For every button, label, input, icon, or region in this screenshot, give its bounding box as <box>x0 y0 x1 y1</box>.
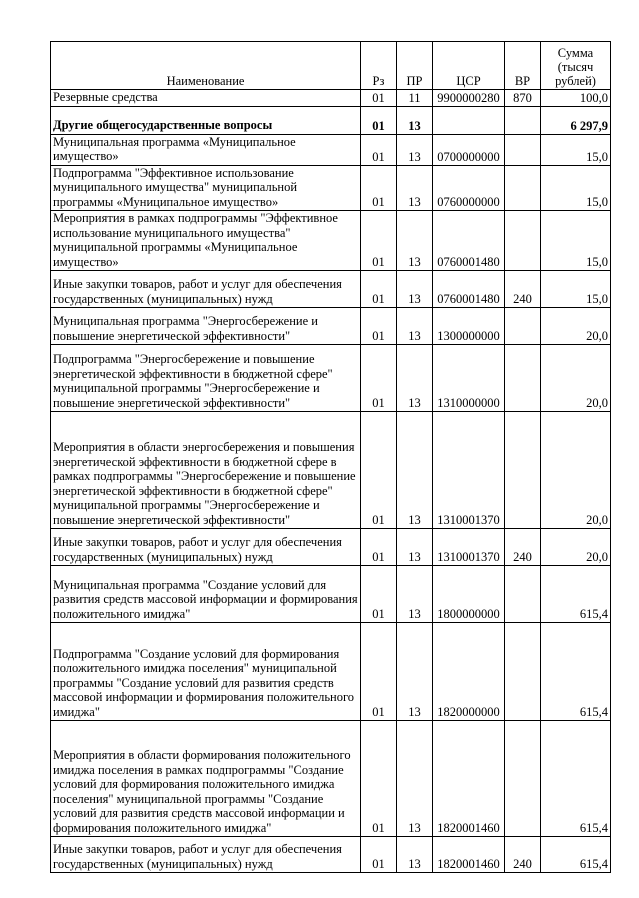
cell-name: Мероприятия в рамках подпрограммы "Эффективное использование муниципального имущества" муниципальной программы «Муниципальное имущество» <box>51 211 361 271</box>
cell-vr <box>505 134 541 165</box>
cell-pr: 13 <box>397 308 433 345</box>
table-row <box>51 211 611 271</box>
cell-sum: 615,4 <box>541 837 611 873</box>
table-row <box>51 623 611 721</box>
cell-vr <box>505 106 541 134</box>
cell-csr: 1820000000 <box>433 623 505 721</box>
cell-pr: 11 <box>397 90 433 107</box>
cell-sum: 6 297,9 <box>541 106 611 134</box>
cell-rz: 01 <box>361 211 397 271</box>
table-row <box>51 90 611 107</box>
cell-csr: 1300000000 <box>433 308 505 345</box>
cell-vr <box>505 623 541 721</box>
header-csr: ЦСР <box>433 42 505 90</box>
cell-name: Иные закупки товаров, работ и услуг для обеспечения государственных (муниципальных) нужд <box>51 529 361 566</box>
cell-name: Муниципальная программа "Создание условий для развития средств массовой информации и формирования положительного имиджа" <box>51 566 361 623</box>
cell-name: Муниципальная программа "Энергосбережение и повышение энергетической эффективности" <box>51 308 361 345</box>
cell-vr <box>505 165 541 211</box>
table-row <box>51 529 611 566</box>
header-row <box>51 42 611 90</box>
header-rz: Рз <box>361 42 397 90</box>
cell-name: Подпрограмма "Энергосбережение и повышение энергетической эффективности в бюджетной сфере" муниципальной программы "Энергосбережение и повышение энергетической эффективности" <box>51 345 361 412</box>
cell-vr: 240 <box>505 529 541 566</box>
cell-name: Муниципальная программа «Муниципальное имущество» <box>51 134 361 165</box>
table-row <box>51 721 611 837</box>
cell-csr: 1800000000 <box>433 566 505 623</box>
cell-sum: 20,0 <box>541 529 611 566</box>
cell-csr: 0760001480 <box>433 271 505 308</box>
cell-csr: 1310001370 <box>433 529 505 566</box>
cell-name: Другие общегосударственные вопросы <box>51 106 361 134</box>
cell-rz: 01 <box>361 165 397 211</box>
header-pr: ПР <box>397 42 433 90</box>
cell-pr: 13 <box>397 566 433 623</box>
cell-rz: 01 <box>361 721 397 837</box>
cell-csr: 0700000000 <box>433 134 505 165</box>
cell-pr: 13 <box>397 721 433 837</box>
cell-pr: 13 <box>397 412 433 529</box>
cell-name: Иные закупки товаров, работ и услуг для обеспечения государственных (муниципальных) нужд <box>51 837 361 873</box>
cell-vr <box>505 412 541 529</box>
cell-csr: 1820001460 <box>433 721 505 837</box>
cell-vr <box>505 345 541 412</box>
cell-sum: 15,0 <box>541 271 611 308</box>
cell-pr: 13 <box>397 271 433 308</box>
cell-rz: 01 <box>361 529 397 566</box>
cell-vr: 240 <box>505 271 541 308</box>
cell-pr: 13 <box>397 211 433 271</box>
header-name: Наименование <box>51 42 361 90</box>
cell-rz: 01 <box>361 134 397 165</box>
cell-vr <box>505 721 541 837</box>
table-body <box>51 90 611 873</box>
table-row <box>51 566 611 623</box>
cell-pr: 13 <box>397 106 433 134</box>
cell-pr: 13 <box>397 134 433 165</box>
cell-pr: 13 <box>397 345 433 412</box>
cell-rz: 01 <box>361 271 397 308</box>
cell-vr: 240 <box>505 837 541 873</box>
cell-name: Мероприятия в области формирования положительного имиджа поселения в рамках подпрограммы "Создание условий для формирования положительного имиджа поселения" муниципальной программы "Создание условий для развития средств массовой информации и формирования положительного имиджа" <box>51 721 361 837</box>
cell-vr <box>505 211 541 271</box>
cell-csr: 0760001480 <box>433 211 505 271</box>
table-row <box>51 134 611 165</box>
cell-sum: 15,0 <box>541 134 611 165</box>
cell-csr: 0760000000 <box>433 165 505 211</box>
cell-name: Резервные средства <box>51 90 361 107</box>
table-row <box>51 345 611 412</box>
cell-rz: 01 <box>361 308 397 345</box>
cell-vr: 870 <box>505 90 541 107</box>
cell-sum: 15,0 <box>541 211 611 271</box>
cell-csr <box>433 106 505 134</box>
cell-sum: 20,0 <box>541 308 611 345</box>
cell-pr: 13 <box>397 623 433 721</box>
cell-vr <box>505 308 541 345</box>
cell-name: Иные закупки товаров, работ и услуг для обеспечения государственных (муниципальных) нужд <box>51 271 361 308</box>
cell-pr: 13 <box>397 837 433 873</box>
cell-sum: 100,0 <box>541 90 611 107</box>
cell-csr: 1310001370 <box>433 412 505 529</box>
cell-name: Мероприятия в области энергосбережения и повышения энергетической эффективности в бюджетной сфере в рамках подпрограммы "Энергосбережение и повышение энергетической эффективности в бюджетной сфере" муниципальной программы "Энергосбережение и повышение энергетической эффективности" <box>51 412 361 529</box>
table-row <box>51 271 611 308</box>
header-vr: ВР <box>505 42 541 90</box>
cell-csr: 1310000000 <box>433 345 505 412</box>
cell-rz: 01 <box>361 623 397 721</box>
cell-sum: 615,4 <box>541 721 611 837</box>
cell-name: Подпрограмма "Эффективное использование муниципального имущества" муниципальной программы «Муниципальное имущество» <box>51 165 361 211</box>
cell-csr: 1820001460 <box>433 837 505 873</box>
cell-rz: 01 <box>361 566 397 623</box>
table-row <box>51 308 611 345</box>
cell-pr: 13 <box>397 529 433 566</box>
cell-rz: 01 <box>361 837 397 873</box>
cell-pr: 13 <box>397 165 433 211</box>
header-sum: Сумма (тысяч рублей) <box>541 42 611 90</box>
table-row <box>51 837 611 873</box>
cell-rz: 01 <box>361 90 397 107</box>
cell-sum: 615,4 <box>541 623 611 721</box>
cell-sum: 20,0 <box>541 345 611 412</box>
cell-name: Подпрограмма "Создание условий для формирования положительного имиджа поселения" муниципальной программы "Создание условий для развития средств массовой информации и формирования положительного имиджа" <box>51 623 361 721</box>
cell-sum: 615,4 <box>541 566 611 623</box>
cell-rz: 01 <box>361 412 397 529</box>
cell-sum: 20,0 <box>541 412 611 529</box>
cell-vr <box>505 566 541 623</box>
cell-rz: 01 <box>361 106 397 134</box>
cell-csr: 9900000280 <box>433 90 505 107</box>
table-row <box>51 106 611 134</box>
budget-table <box>50 41 611 873</box>
cell-sum: 15,0 <box>541 165 611 211</box>
table-row <box>51 412 611 529</box>
table-row <box>51 165 611 211</box>
cell-rz: 01 <box>361 345 397 412</box>
